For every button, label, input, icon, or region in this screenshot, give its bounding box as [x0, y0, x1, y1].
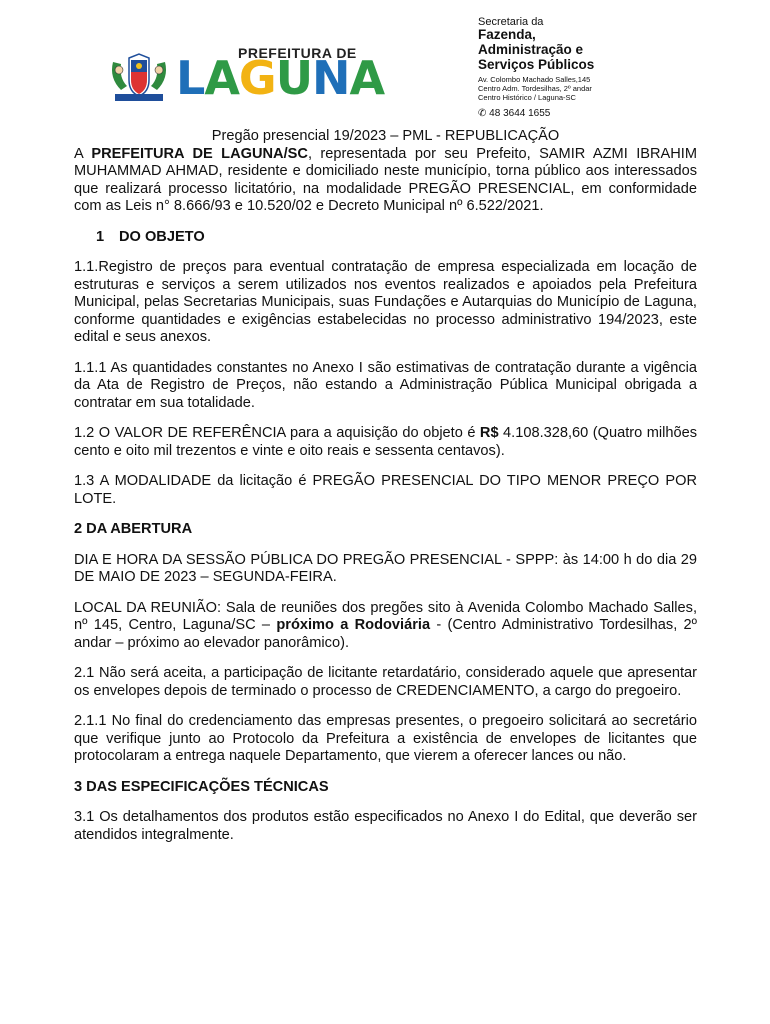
document-body	[74, 128, 697, 857]
address: Av. Colombo Machado Salles,145 Centro Adm. Tordesilhas, 2º andar Centro Histórico / Laguna-SC	[478, 74, 592, 102]
paragraph-1-1-1: 1.1.1 As quantidades constantes no Anexo I são estimativas de contratação durante a vigência da Ata de Registro de Preços, não estando a Administração Pública Municipal obrigada a contratar em sua totalidade.	[74, 359, 697, 411]
paragraph-3-1: 3.1 Os detalhamentos dos produtos estão especificados no Anexo I do Edital, que deverão ser atendidos integralmente.	[74, 809, 697, 843]
paragraph-1-2: 1.2 O VALOR DE REFERÊNCIA para a aquisição do objeto é R$ 4.108.328,60 (Quatro milhões cento e oito mil trezentos e vinte e oito reais e sessenta centavos).	[74, 425, 697, 459]
section-2-heading: 2 DA ABERTURA	[74, 521, 193, 537]
city-crest-logo	[107, 52, 171, 104]
paragraph-2-1: 2.1 Não será aceita, a participação de licitante retardatário, considerado aquele que apresentar os envelopes depois de terminado o processo de CREDENCIAMENTO, a cargo do pregoeiro.	[74, 665, 697, 699]
paragraph-dia-hora: DIA E HORA DA SESSÃO PÚBLICA DO PREGÃO PRESENCIAL - SPPP: às 14:00 h do dia 29 DE MAIO DE 2023 – SEGUNDA-FEIRA.	[74, 551, 697, 585]
secretaria-label: Secretaria da	[478, 16, 544, 28]
phone: ✆ 48 3644 1655	[478, 107, 551, 119]
phone-icon: ✆	[478, 107, 487, 119]
logo-laguna-wordmark: LAGUNA	[176, 51, 385, 105]
secretaria-name-line: Serviços Públicos	[478, 56, 595, 72]
document-title: Pregão presencial 19/2023 – PML - REPUBLICAÇÃO	[211, 128, 560, 144]
section-1-heading: 1 DO OBJETO	[96, 228, 205, 245]
logo-prefeitura-text: PREFEITURA DE	[238, 45, 357, 61]
paragraph-2-1-1: 2.1.1 No final do credenciamento das empresas presentes, o pregoeiro solicitará ao secretário que verifique junto ao Protocolo da Prefeitura a existência de envelopes de licitantes que protocolaram a entrega naquele Departamento, que vierem a oferecer lances ou não.	[74, 713, 697, 764]
secretaria-block	[478, 16, 594, 119]
paragraph-local: LOCAL DA REUNIÃO: Sala de reuniões dos pregões sito à Avenida Colombo Machado Salles, nº 145, Centro, Laguna/SC – próximo a Rodoviária - (Centro Administrativo Tordesilhas, 2º andar – próximo ao elevador panorâmico).	[74, 599, 697, 651]
secretaria-name-line: Fazenda,	[478, 27, 536, 43]
letterhead	[0, 0, 770, 125]
intro-bold-entity: PREFEITURA DE LAGUNA/SC	[91, 145, 308, 162]
paragraph-1-1: 1.1.Registro de preços para eventual contratação de empresa especializada em locação de estruturas e serviços a serem utilizados nos eventos realizados e apoiados pela Prefeitura Municipal, pelas Secretarias Municipais, suas Fundações e Autarquias do Município de Laguna, conforme quantidades e exigências estabelecidas no processo administrativo 194/2023, este edital e seus anexos.	[74, 259, 697, 345]
intro-paragraph: A PREFEITURA DE LAGUNA/SC, representada por seu Prefeito, SAMIR AZMI IBRAHIM MUHAMMAD AHMAD, residente e domiciliado neste município, torna público aos interessados que realizará processo licitatório, na modalidade PREGÃO PRESENCIAL, em conformidade com as Leis n° 8.666/93 e 10.520/02 e Decreto Municipal nº 6.522/2021.	[74, 145, 698, 214]
section-3-heading: 3 DAS ESPECIFICAÇÕES TÉCNICAS	[74, 778, 329, 795]
secretaria-name-line: Administração e	[478, 41, 584, 57]
paragraph-1-3: 1.3 A MODALIDADE da licitação é PREGÃO PRESENCIAL DO TIPO MENOR PREÇO POR LOTE.	[74, 473, 697, 507]
